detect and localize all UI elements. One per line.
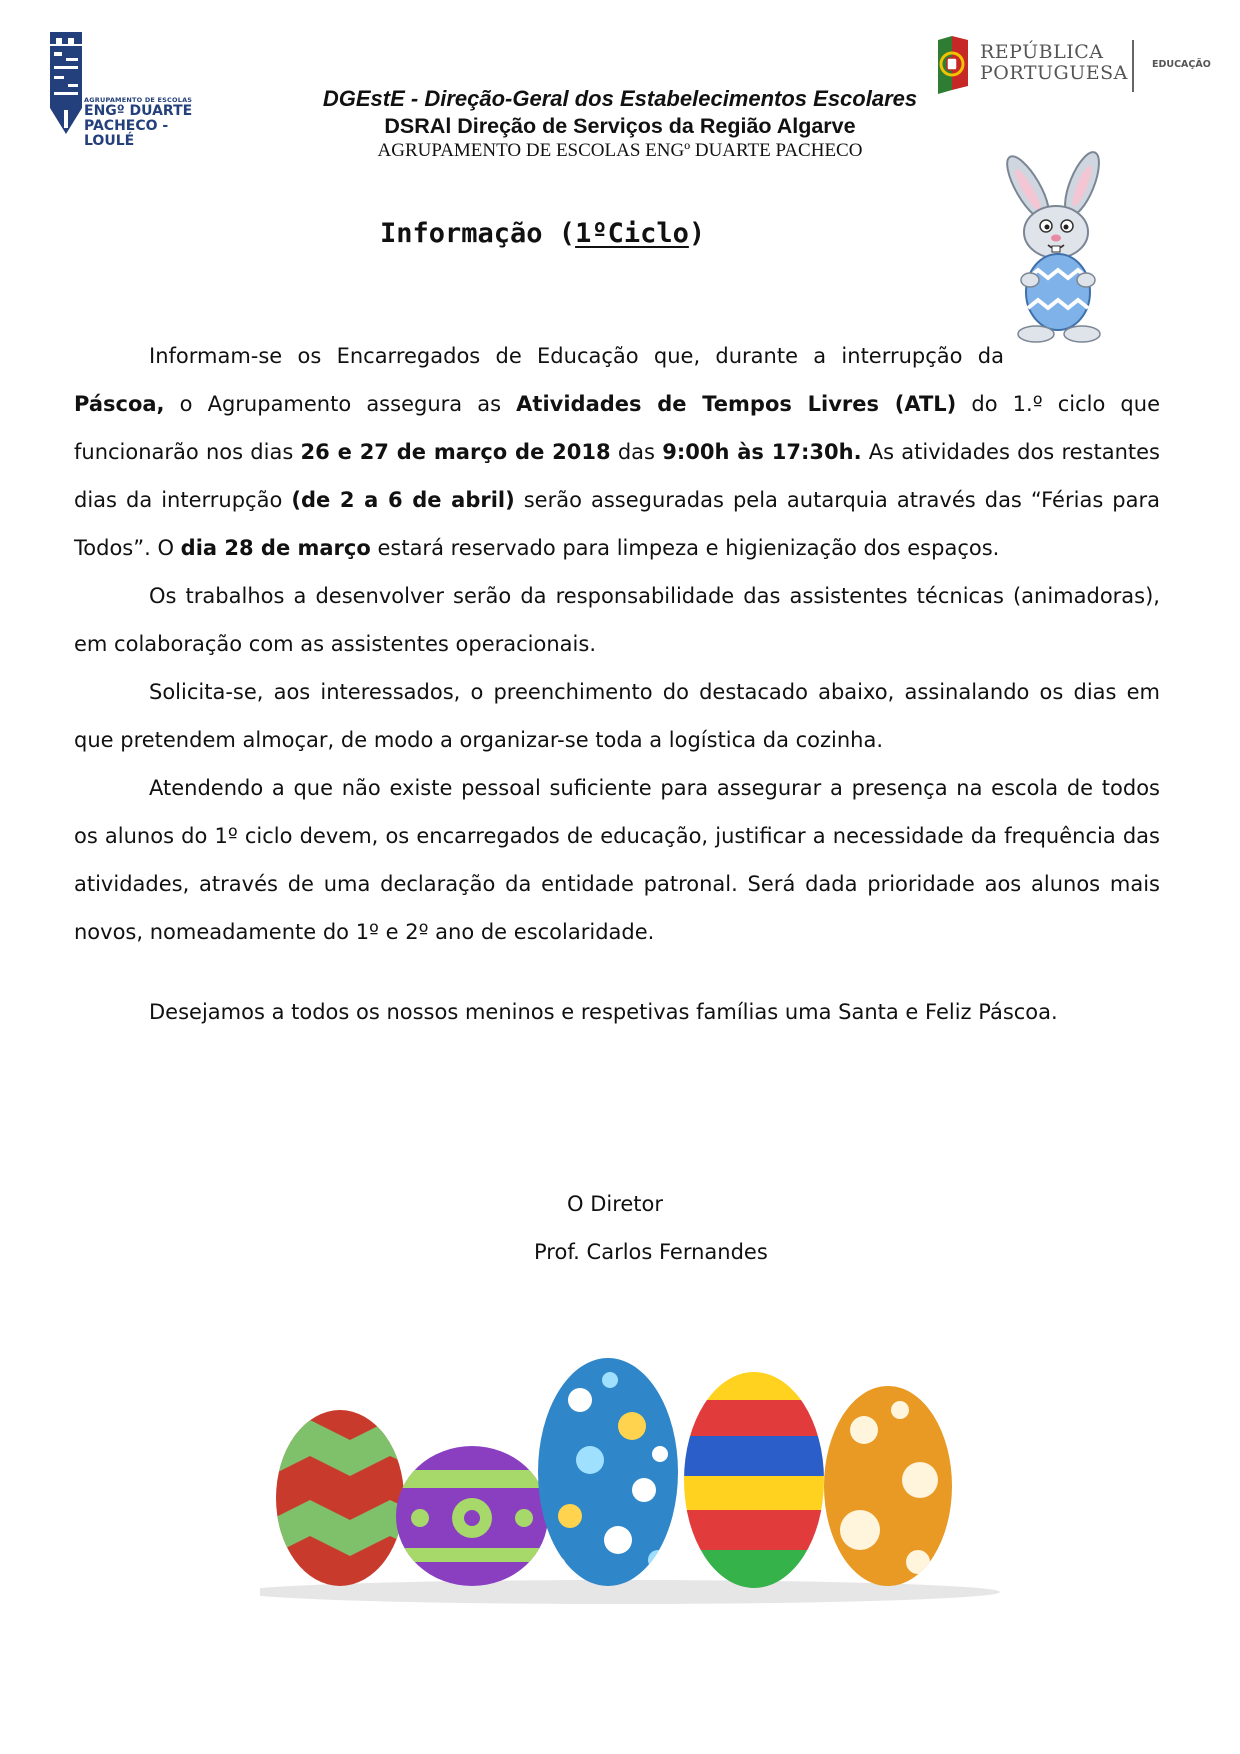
egg-purple-green (380, 1430, 560, 1600)
logo-divider (1132, 40, 1134, 92)
bold-pascoa: Páscoa, (74, 392, 165, 416)
paragraphs-block (74, 572, 1160, 956)
bold-april: (de 2 a 6 de abril) (291, 488, 515, 512)
easter-eggs-illustration (260, 1330, 1140, 1630)
school-logo (48, 30, 218, 149)
easter-bunny-illustration (990, 150, 1130, 346)
signature-name: Prof. Carlos Fernandes (534, 1240, 768, 1264)
egg-orange-polka (810, 1370, 970, 1600)
bold-dates: 26 e 27 de março de 2018 (300, 440, 611, 464)
paragraph-1-text-6: serão asseguradas pela autarquia através das “Férias para Todos”. O (74, 488, 1160, 560)
paragraph-1-text-4: das (610, 440, 663, 464)
title-underlined: 1ºCiclo (575, 218, 689, 249)
bold-hours: 9:00h às 17:30h. (662, 440, 862, 464)
school-logo-line1: AGRUPAMENTO DE ESCOLAS (84, 96, 193, 104)
school-logo-line3: PACHECO - LOULÉ (84, 118, 169, 149)
paragraph-1-text-2: o Agrupamento assegura as (164, 392, 517, 416)
paragraph-3: Solicita-se, aos interessados, o preenchimento do destacado abaixo, assinalando os dias em que pretendem almoçar, de modo a organizar-se toda a logística da cozinha. (74, 680, 1160, 752)
paragraph-1-text-5: As atividades dos restantes dias da interrupção (74, 440, 1160, 512)
header-dsral: DSRAl Direção de Serviços da Região Algarve (384, 114, 856, 138)
egg-red-green (260, 1390, 420, 1610)
tower-icon (48, 30, 88, 140)
bold-atl: Atividades de Tempos Livres (ATL) (516, 392, 957, 416)
signature-role: O Diretor (567, 1192, 664, 1216)
bold-march-28: dia 28 de março (180, 536, 371, 560)
paragraph-4: Atendendo a que não existe pessoal suficiente para assegurar a presença na escola de todos os alunos do 1º ciclo devem, os encarregados de educação, justificar a necessidade da frequência das atividades, através de uma declaração da entidade patronal. Será dada prioridade aos alunos mais novos, nomeadamente do 1º e 2º ano de escolaridade. (74, 776, 1160, 944)
paragraph-1 (74, 332, 1160, 572)
paragraph-1-text-3: do 1.º ciclo que funcionarão nos dias (74, 392, 1160, 464)
header-dgeste: DGEstE - Direção-Geral dos Estabelecimentos Escolares (322, 86, 918, 111)
egg-striped (670, 1360, 840, 1600)
republica-portuguesa-logo (932, 36, 1222, 98)
title-prefix: Informação ( (380, 218, 576, 249)
gov-logo-line2: PORTUGUESA (980, 62, 1128, 84)
egg-blue-floral (530, 1350, 690, 1590)
paragraph-1-line-1: Informam-se os Encarregados de Educação que, durante a interrupção da (149, 344, 1004, 368)
gov-logo-dept: EDUCAÇÃO (1152, 59, 1211, 70)
header-agrupamento: AGRUPAMENTO DE ESCOLAS ENGº DUARTE PACHECO (377, 140, 863, 161)
title-suffix: ) (688, 218, 706, 249)
document-title (380, 218, 705, 249)
easter-wish: Desejamos a todos os nossos meninos e respetivas famílias uma Santa e Feliz Páscoa. (149, 1000, 1058, 1024)
school-logo-line2: ENGº DUARTE (84, 103, 193, 119)
paragraph-1-text-7: estará reservado para limpeza e higienização dos espaços. (370, 536, 1000, 560)
paragraph-2: Os trabalhos a desenvolver serão da responsabilidade das assistentes técnicas (animadoras), em colaboração com as assistentes operacionais. (74, 584, 1160, 656)
gov-logo-line1: REPÚBLICA (980, 41, 1104, 63)
